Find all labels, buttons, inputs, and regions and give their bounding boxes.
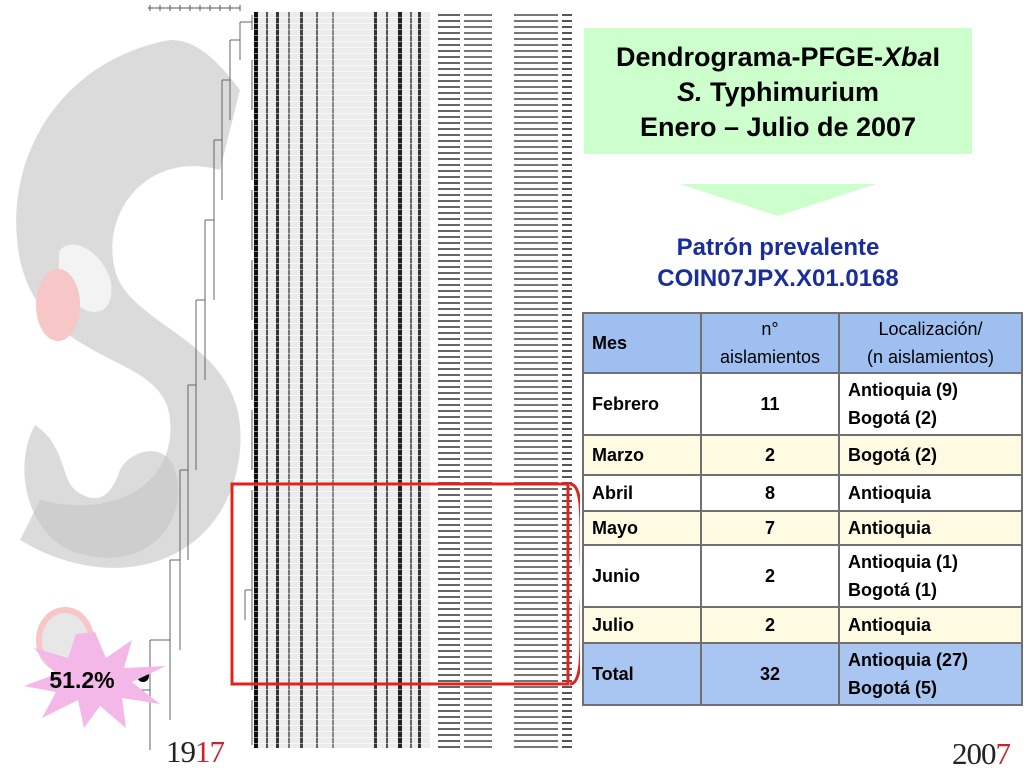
table-row: Abril 8 Antioquia: [583, 475, 1022, 511]
year-end: 2007: [952, 736, 1010, 771]
isolate-label-column: [432, 12, 572, 748]
table-row-total: Total 32 Antioquia (27) Bogotá (5): [583, 643, 1022, 705]
slide-title: Dendrograma-PFGE-XbaI S. Typhimurium Enero – Julio de 2007: [584, 28, 972, 154]
table-row: Marzo 2 Bogotá (2): [583, 435, 1022, 475]
header-n: n° aislamientos: [701, 313, 839, 373]
header-localizacion: Localización/ (n aislamientos): [839, 313, 1022, 373]
prevalent-pattern: Patrón prevalente COIN07JPX.X01.0168: [657, 234, 899, 292]
similarity-scale: [148, 5, 240, 11]
header-mes: Mes: [583, 313, 701, 373]
similarity-label: 51.2%: [49, 667, 115, 693]
year-start: 1917: [166, 734, 224, 769]
table-row: Julio 2 Antioquia: [583, 607, 1022, 643]
table-row: Junio 2 Antioquia (1) Bogotá (1): [583, 545, 1022, 607]
table-row: Mayo 7 Antioquia: [583, 511, 1022, 545]
down-arrow-icon: [680, 184, 876, 216]
isolates-table: [582, 312, 1023, 706]
table-row: Febrero 11 Antioquia (9) Bogotá (2): [583, 373, 1022, 435]
